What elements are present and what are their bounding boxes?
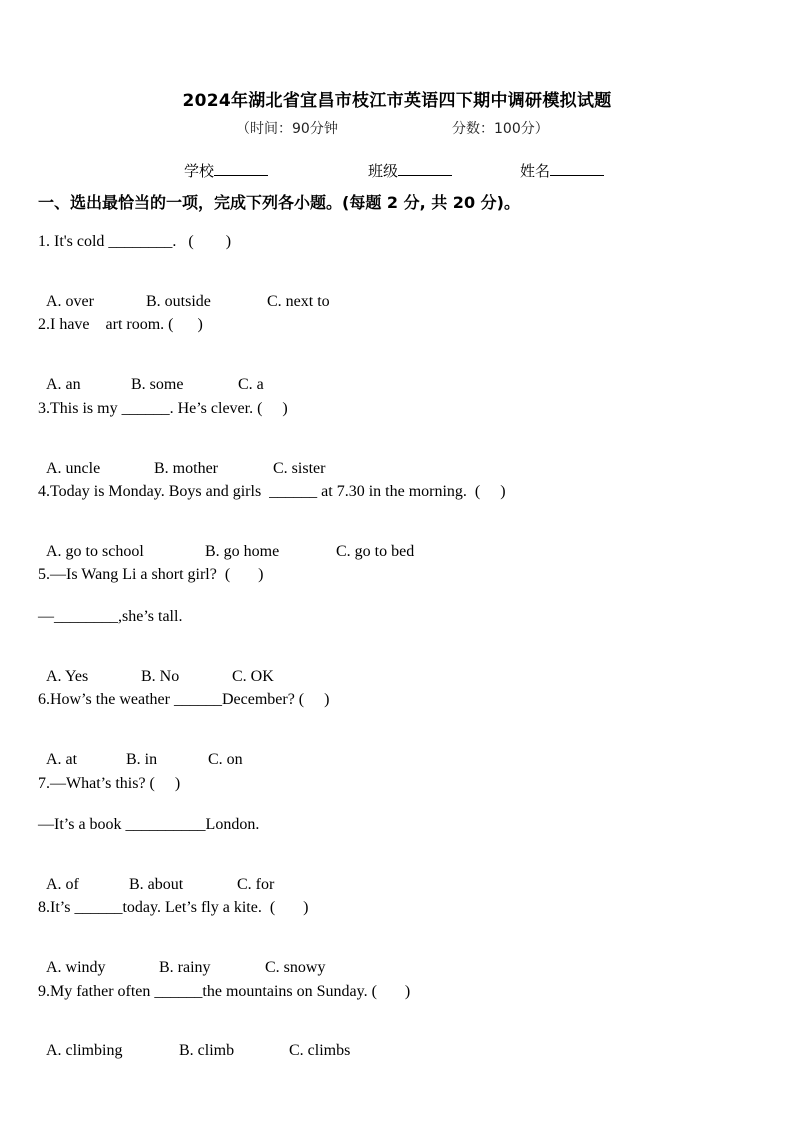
question-4: 4.Today is Monday. Boys and girls ______ at 7.30 in the morning. ( ): [38, 483, 506, 500]
option-c: C. OK: [232, 668, 274, 685]
page-title: 2024年湖北省宜昌市枝江市英语四下期中调研模拟试题: [182, 91, 612, 111]
class-field: [368, 160, 452, 181]
option-b: B. about: [129, 876, 184, 893]
name-blank: [550, 161, 604, 176]
class-blank: [398, 161, 452, 176]
option-a: A. of: [46, 876, 79, 893]
option-a: A. windy: [46, 959, 106, 976]
option-b: B. in: [126, 751, 158, 768]
option-c: C. next to: [267, 293, 330, 310]
option-c: C. a: [238, 376, 264, 393]
question-9: 9.My father often ______the mountains on Sunday. ( ): [38, 983, 411, 1000]
class-label: 班级: [368, 162, 399, 180]
options-q7: [38, 858, 274, 894]
option-b: B. mother: [154, 460, 218, 477]
option-b: B. some: [131, 376, 184, 393]
section-heading: 一、选出最恰当的一项，完成下列各小题。(每题 2 分, 共 20 分)。: [38, 193, 520, 212]
question-7: 7.—What’s this? ( ): [38, 775, 181, 792]
question-3: 3.This is my ______. He’s clever. ( ): [38, 400, 288, 417]
options-q8: [38, 941, 325, 977]
school-label: 学校: [184, 162, 215, 180]
options-q6: [38, 733, 243, 769]
option-b: B. climb: [179, 1042, 235, 1059]
option-a: A. at: [46, 751, 78, 768]
name-label: 姓名: [520, 162, 551, 180]
option-c: C. climbs: [289, 1042, 351, 1059]
option-c: C. sister: [273, 460, 326, 477]
option-a: A. Yes: [46, 668, 89, 685]
question-2: 2.I have art room. ( ): [38, 316, 203, 333]
name-field: [520, 160, 604, 181]
option-a: A. uncle: [46, 460, 101, 477]
option-c: C. for: [237, 876, 275, 893]
option-a: A. climbing: [46, 1042, 123, 1059]
question-8: 8.It’s ______today. Let’s fly a kite. ( ): [38, 899, 309, 916]
options-q2: [38, 358, 264, 394]
option-b: B. rainy: [159, 959, 211, 976]
option-c: C. on: [208, 751, 243, 768]
options-q4: [38, 525, 414, 561]
exam-score: 分数：100分）: [452, 121, 549, 137]
option-b: B. outside: [146, 293, 211, 310]
option-c: C. go to bed: [336, 543, 415, 560]
question-6: 6.How’s the weather ______December? ( ): [38, 691, 330, 708]
option-b: B. go home: [205, 543, 280, 560]
question-5: 5.—Is Wang Li a short girl? ( ): [38, 566, 264, 583]
school-field: [184, 160, 268, 181]
options-q3: [38, 442, 325, 478]
exam-time: （时间：90分钟: [236, 121, 338, 137]
option-a: A. over: [46, 293, 94, 310]
question-1: 1. It's cold ________. ( ): [38, 233, 232, 250]
options-q5: [38, 650, 274, 686]
options-q1: [38, 275, 330, 311]
option-b: B. No: [141, 668, 180, 685]
question-5-answer: —________,she’s tall.: [38, 608, 183, 625]
option-c: C. snowy: [265, 959, 326, 976]
options-q9: [38, 1024, 350, 1060]
option-a: A. an: [46, 376, 81, 393]
school-blank: [214, 161, 268, 176]
option-a: A. go to school: [46, 543, 144, 560]
question-7-answer: —It’s a book __________London.: [38, 816, 260, 833]
